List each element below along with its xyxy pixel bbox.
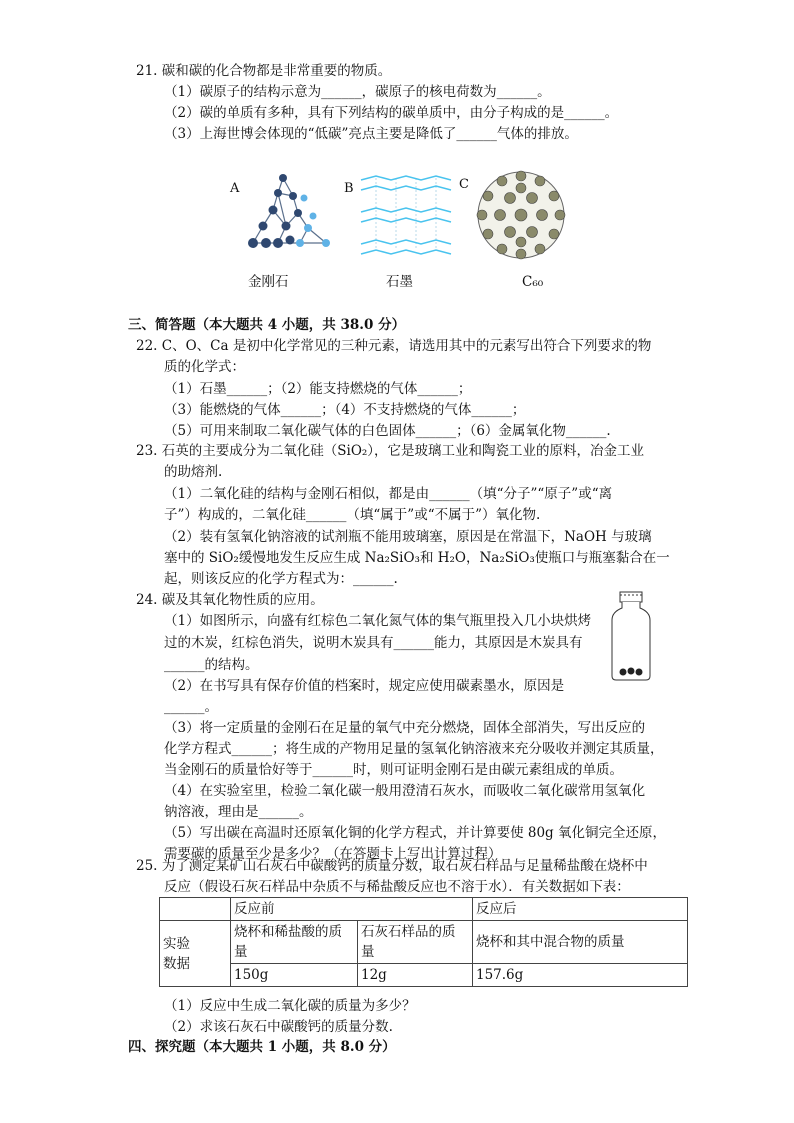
experiment-data-table <box>159 897 688 987</box>
q25-stem-line2: 反应（假设石灰石样品中杂质不与稀盐酸反应也不溶于水）．有关数据如下表： <box>164 879 630 895</box>
figure-letter-b: B <box>344 181 354 196</box>
table-value-2: 12g <box>358 964 473 987</box>
figure-caption-graphite: 石墨 <box>386 274 413 290</box>
q24-part3-line2: 化学方程式______；将生成的产物用足量的氢氧化钠溶液来充分吸收并测定其质量， <box>164 741 664 757</box>
q24-part3-line1: （3）将一定质量的金刚石在足量的氧气中充分燃烧，固体全部消失，写出反应的 <box>164 720 646 736</box>
figure-caption-diamond: 金刚石 <box>248 274 289 290</box>
q21-part1: （1）碳原子的结构示意为______，碳原子的核电荷数为______。 <box>164 84 551 100</box>
q24-part2-line2: ______。 <box>164 699 218 715</box>
q21-part3: （3）上海世博会体现的“低碳”亮点主要是降低了______气体的排放。 <box>164 126 578 142</box>
c60-fullerene-image <box>472 166 570 264</box>
figure-letter-c: C <box>459 177 469 192</box>
q24-part4-line1: （4）在实验室里，检验二氧化碳一般用澄清石灰水，而吸收二氧化碳常用氢氧化 <box>164 783 646 799</box>
q23-part2-line1: （2）装有氢氧化钠溶液的试剂瓶不能用玻璃塞，原因是在常温下，NaOH 与玻璃 <box>164 529 652 545</box>
q24-part1-line3: ______的结构。 <box>164 657 259 673</box>
col-header-1-line2: 量 <box>234 944 248 960</box>
q21-stem: 21. 碳和碳的化合物都是非常重要的物质。 <box>136 63 392 79</box>
q23-stem-line2: 的助熔剂. <box>164 464 223 480</box>
q24-part4-line2: 钠溶液，理由是______。 <box>164 804 313 820</box>
q22-part2: （3）能燃烧的气体______；（4）不支持燃烧的气体______； <box>164 402 526 418</box>
table-header-after: 反应后 <box>473 898 688 921</box>
q24-stem: 24. 碳及其氧化物性质的应用。 <box>136 592 324 608</box>
q24-part5-line1: （5）写出碳在高温时还原氧化铜的化学方程式，并计算要使 80g 氧化铜完全还原， <box>164 825 666 841</box>
q22-stem-line2: 质的化学式： <box>164 359 245 375</box>
col-header-2-line2: 量 <box>361 944 375 960</box>
q23-part2-line2: 塞中的 SiO₂缓慢地发生反应生成 Na₂SiO₃和 H₂O，Na₂SiO₃使瓶口与瓶塞黏合在一 <box>164 550 670 566</box>
q23-part2-line3: 起，则该反应的化学方程式为：______. <box>164 571 398 587</box>
q24-part5-line2: 需要碳的质量至少是多少？（在答题卡上写出计算过程） <box>164 846 502 862</box>
carbon-allotrope-figures <box>228 166 588 296</box>
graphite-structure-image <box>356 168 460 260</box>
q24-part1-line1: （1）如图所示，向盛有红棕色二氧化氮气体的集气瓶里投入几小块烘烤 <box>164 613 592 629</box>
section-4-heading: 四、探究题（本大题共 1 小题，共 8.0 分） <box>128 1039 396 1055</box>
q25-part2: （2）求该石灰石中碳酸钙的质量分数. <box>164 1019 393 1035</box>
table-value-1: 150g <box>231 964 358 987</box>
q24-part3-line3: 当金刚石的质量恰好等于______时，则可证明金刚石是由碳元素组成的单质。 <box>164 762 623 778</box>
table-header-before: 反应前 <box>231 898 473 921</box>
q23-stem-line1: 23. 石英的主要成分为二氧化硅（SiO₂），它是玻璃工业和陶瓷工业的原料，冶金工业 <box>136 443 645 459</box>
q24-part1-line2: 过的木炭，红棕色消失，说明木炭具有______能力，其原因是木炭具有 <box>164 635 583 651</box>
col-header-2-line1: 石灰石样品的质 <box>361 924 456 940</box>
table-cell-empty <box>160 898 231 921</box>
q23-part1-line1: （1）二氧化硅的结构与金刚石相似，都是由______（填“分子”“原子”或“离 <box>164 486 613 502</box>
q22-part1: （1）石墨______；（2）能支持燃烧的气体______； <box>164 381 472 397</box>
q25-stem-line1: 25. 为了测定某矿山石灰石中碳酸钙的质量分数，取石灰石样品与足量稀盐酸在烧杯中 <box>136 858 648 874</box>
gas-jar-with-charcoal-image <box>608 590 654 682</box>
figure-caption-c60: C₆₀ <box>522 274 544 290</box>
table-value-3: 157.6g <box>473 964 688 987</box>
row-label-line2: 数据 <box>163 955 190 972</box>
table-row <box>160 964 688 987</box>
table-row <box>160 921 688 964</box>
col-header-1-line1: 烧杯和稀盐酸的质 <box>234 924 342 940</box>
figure-letter-a: A <box>230 181 240 196</box>
q23-part1-line2: 子”）构成的，二氧化硅______（填“属于”或“不属于”）氧化物. <box>164 507 541 523</box>
q25-part1: （1）反应中生成二氧化碳的质量为多少？ <box>164 998 416 1014</box>
section-3-heading: 三、简答题（本大题共 4 小题，共 38.0 分） <box>128 317 406 333</box>
q21-part2: （2）碳的单质有多种，具有下列结构的碳单质中，由分子构成的是______。 <box>164 105 619 121</box>
diamond-structure-image <box>238 168 348 260</box>
row-label-line1: 实验 <box>163 935 190 952</box>
table-row <box>160 898 688 921</box>
q24-part2-line1: （2）在书写具有保存价值的档案时，规定应使用碳素墨水，原因是 <box>164 678 565 694</box>
q22-part3: （5）可用来制取二氧化碳气体的白色固体______；（6）金属氧化物______. <box>164 423 611 439</box>
q22-stem-line1: 22. C、O、Ca 是初中化学常见的三种元素，请选用其中的元素写出符合下列要求的物 <box>136 338 652 354</box>
table-col-header-1 <box>231 921 358 964</box>
table-col-header-2 <box>358 921 473 964</box>
table-col-header-3: 烧杯和其中混合物的质量 <box>473 921 688 964</box>
table-row-label <box>160 921 231 987</box>
